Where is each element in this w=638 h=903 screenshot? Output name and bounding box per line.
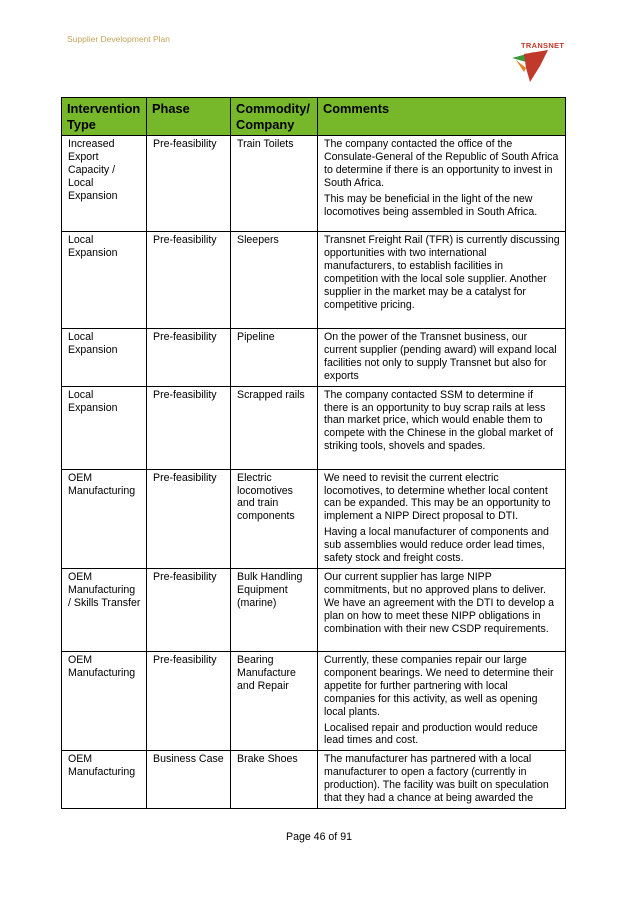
table-header-row bbox=[62, 98, 566, 136]
cell-commodity: Bearing Manufacture and Repair bbox=[231, 651, 318, 750]
table-row bbox=[62, 329, 566, 387]
table-row bbox=[62, 136, 566, 232]
column-header-comments: Comments bbox=[318, 98, 566, 136]
table-row bbox=[62, 751, 566, 809]
cell-commodity: Brake Shoes bbox=[231, 751, 318, 809]
comment-paragraph: The manufacturer has partnered with a local manufacturer to open a factory (currently in production). The facility was built on speculation that they had a chance at being awarded the bbox=[324, 753, 549, 805]
cell-phase: Pre-feasibility bbox=[147, 469, 231, 568]
comment-paragraph: The company contacted SSM to determine if there is an opportunity to buy scrap rails at less than market price, which would enable them to compete with the Chinese in the global market of striking tools, shovels and spades. bbox=[324, 388, 554, 453]
comment-paragraph: Currently, these companies repair our large component bearings. We need to determine their appetite for further partnering with local companies for this activity, as well as opening local plants. bbox=[324, 653, 554, 718]
cell-intervention-type: Local Expansion bbox=[62, 232, 147, 329]
table-row bbox=[62, 568, 566, 651]
column-header-intervention-type: Intervention Type bbox=[62, 98, 147, 136]
cell-intervention-type: OEM Manufacturing bbox=[62, 651, 147, 750]
cell-phase: Pre-feasibility bbox=[147, 136, 231, 232]
comment-paragraph: Our current supplier has large NIPP commitments, but no approved plans to deliver. We have an agreement with the DTI to develop a plan on how to meet these NIPP obligations in combination with their new CSDP requirements. bbox=[324, 570, 555, 635]
cell-phase: Pre-feasibility bbox=[147, 651, 231, 750]
column-header-phase: Phase bbox=[147, 98, 231, 136]
logo-wordmark: TRANSNET bbox=[521, 41, 565, 50]
intervention-table bbox=[61, 97, 566, 809]
cell-intervention-type: Increased Export Capacity / Local Expansion bbox=[62, 136, 147, 232]
cell-commodity: Scrapped rails bbox=[231, 386, 318, 469]
comment-paragraph: On the power of the Transnet business, our current supplier (pending award) will expand local facilities not only to supply Transnet but also for exports bbox=[324, 331, 557, 382]
comment-paragraph: The company contacted the office of the Consulate-General of the Republic of South Africa to determine if there is an opportunity to invest in South Africa. bbox=[324, 138, 559, 189]
cell-comments bbox=[318, 329, 566, 387]
cell-comments bbox=[318, 751, 566, 809]
cell-commodity: Sleepers bbox=[231, 232, 318, 329]
cell-comments bbox=[318, 386, 566, 469]
cell-phase: Pre-feasibility bbox=[147, 232, 231, 329]
cell-commodity: Bulk Handling Equipment (marine) bbox=[231, 568, 318, 651]
comment-paragraph: Transnet Freight Rail (TFR) is currently discussing opportunities with two international manufacturers, to establish facilities in competition with the local sole supplier. Another supplier in the market may be a catalyst for competitive pricing. bbox=[324, 234, 560, 311]
cell-phase: Business Case bbox=[147, 751, 231, 809]
cell-commodity: Pipeline bbox=[231, 329, 318, 387]
comment-paragraph: Having a local manufacturer of components and sub assemblies would reduce order lead times, safety stock and freight costs. bbox=[324, 526, 549, 565]
cell-phase: Pre-feasibility bbox=[147, 386, 231, 469]
cell-intervention-type: OEM Manufacturing / Skills Transfer bbox=[62, 568, 147, 651]
table-row bbox=[62, 386, 566, 469]
cell-comments bbox=[318, 651, 566, 750]
table-row bbox=[62, 232, 566, 329]
comment-paragraph: This may be beneficial in the light of the new locomotives being assembled in South Africa. bbox=[324, 192, 538, 218]
cell-intervention-type: Local Expansion bbox=[62, 386, 147, 469]
cell-phase: Pre-feasibility bbox=[147, 568, 231, 651]
comment-paragraph: We need to revisit the current electric locomotives, to determine whether local content can be expanded. This may be an opportunity to implement a NIPP Direct proposal to DTI. bbox=[324, 471, 551, 523]
table-row bbox=[62, 469, 566, 568]
column-header-commodity: Commodity/ Company bbox=[231, 98, 318, 136]
page-number: Page 46 of 91 bbox=[286, 831, 352, 843]
table-row bbox=[62, 651, 566, 750]
cell-intervention-type: Local Expansion bbox=[62, 329, 147, 387]
document-header-title: Supplier Development Plan bbox=[67, 34, 171, 44]
cell-commodity: Train Toilets bbox=[231, 136, 318, 232]
cell-comments bbox=[318, 568, 566, 651]
cell-comments bbox=[318, 136, 566, 232]
cell-commodity: Electric locomotives and train components bbox=[231, 469, 318, 568]
cell-phase: Pre-feasibility bbox=[147, 329, 231, 387]
cell-intervention-type: OEM Manufacturing bbox=[62, 751, 147, 809]
cell-comments bbox=[318, 232, 566, 329]
comment-paragraph: Localised repair and production would reduce lead times and cost. bbox=[324, 721, 538, 747]
cell-intervention-type: OEM Manufacturing bbox=[62, 469, 147, 568]
cell-comments bbox=[318, 469, 566, 568]
